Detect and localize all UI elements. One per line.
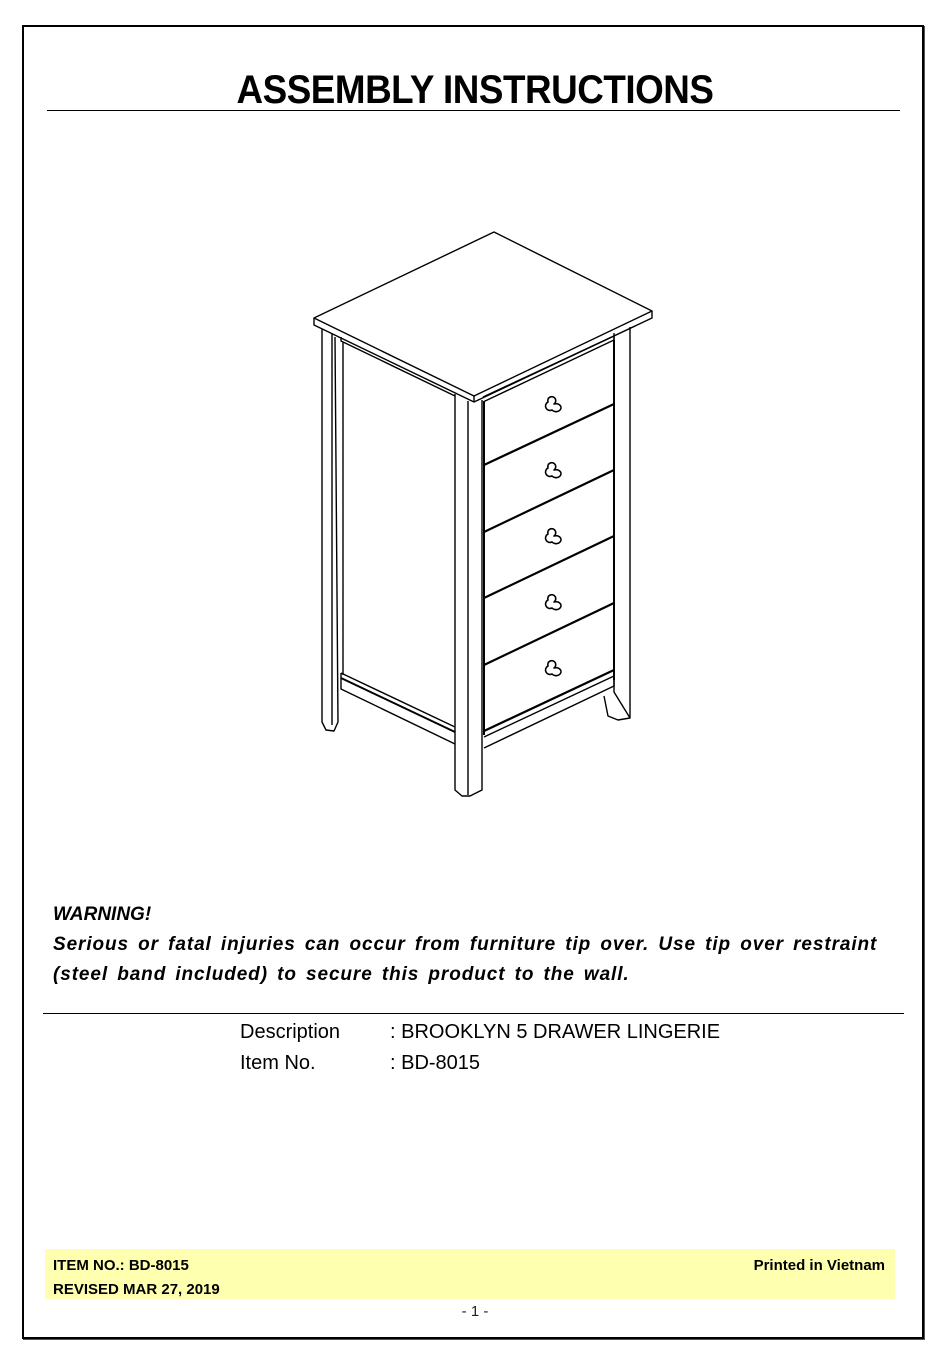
footer-item-no: ITEM NO.: BD-8015 bbox=[53, 1257, 189, 1274]
dresser-illustration bbox=[300, 225, 670, 805]
warning-block bbox=[53, 900, 883, 990]
footer-band bbox=[45, 1249, 895, 1299]
item-no-label: Item No. bbox=[240, 1052, 316, 1074]
item-no-value: : BD-8015 bbox=[390, 1052, 481, 1074]
footer-left bbox=[53, 1254, 220, 1302]
description-value: : BROOKLYN 5 DRAWER LINGERIE bbox=[390, 1021, 721, 1043]
footer-printed-in: Printed in Vietnam bbox=[753, 1257, 885, 1274]
title-divider bbox=[47, 110, 900, 111]
warning-body: Serious or fatal injuries can occur from furniture tip over. Use tip over restraint (steel band included) to secure this product to the wall. bbox=[53, 934, 878, 985]
description-label: Description bbox=[240, 1021, 341, 1043]
footer-revised-date: REVISED MAR 27, 2019 bbox=[53, 1281, 220, 1298]
warning-title: WARNING! bbox=[53, 904, 152, 925]
page-number: - 1 - bbox=[461, 1303, 489, 1320]
description-divider bbox=[43, 1013, 904, 1014]
product-info bbox=[240, 1017, 720, 1079]
page-title: ASSEMBLY INSTRUCTIONS bbox=[236, 68, 714, 112]
item-no-row bbox=[240, 1048, 720, 1079]
description-row bbox=[240, 1017, 720, 1048]
